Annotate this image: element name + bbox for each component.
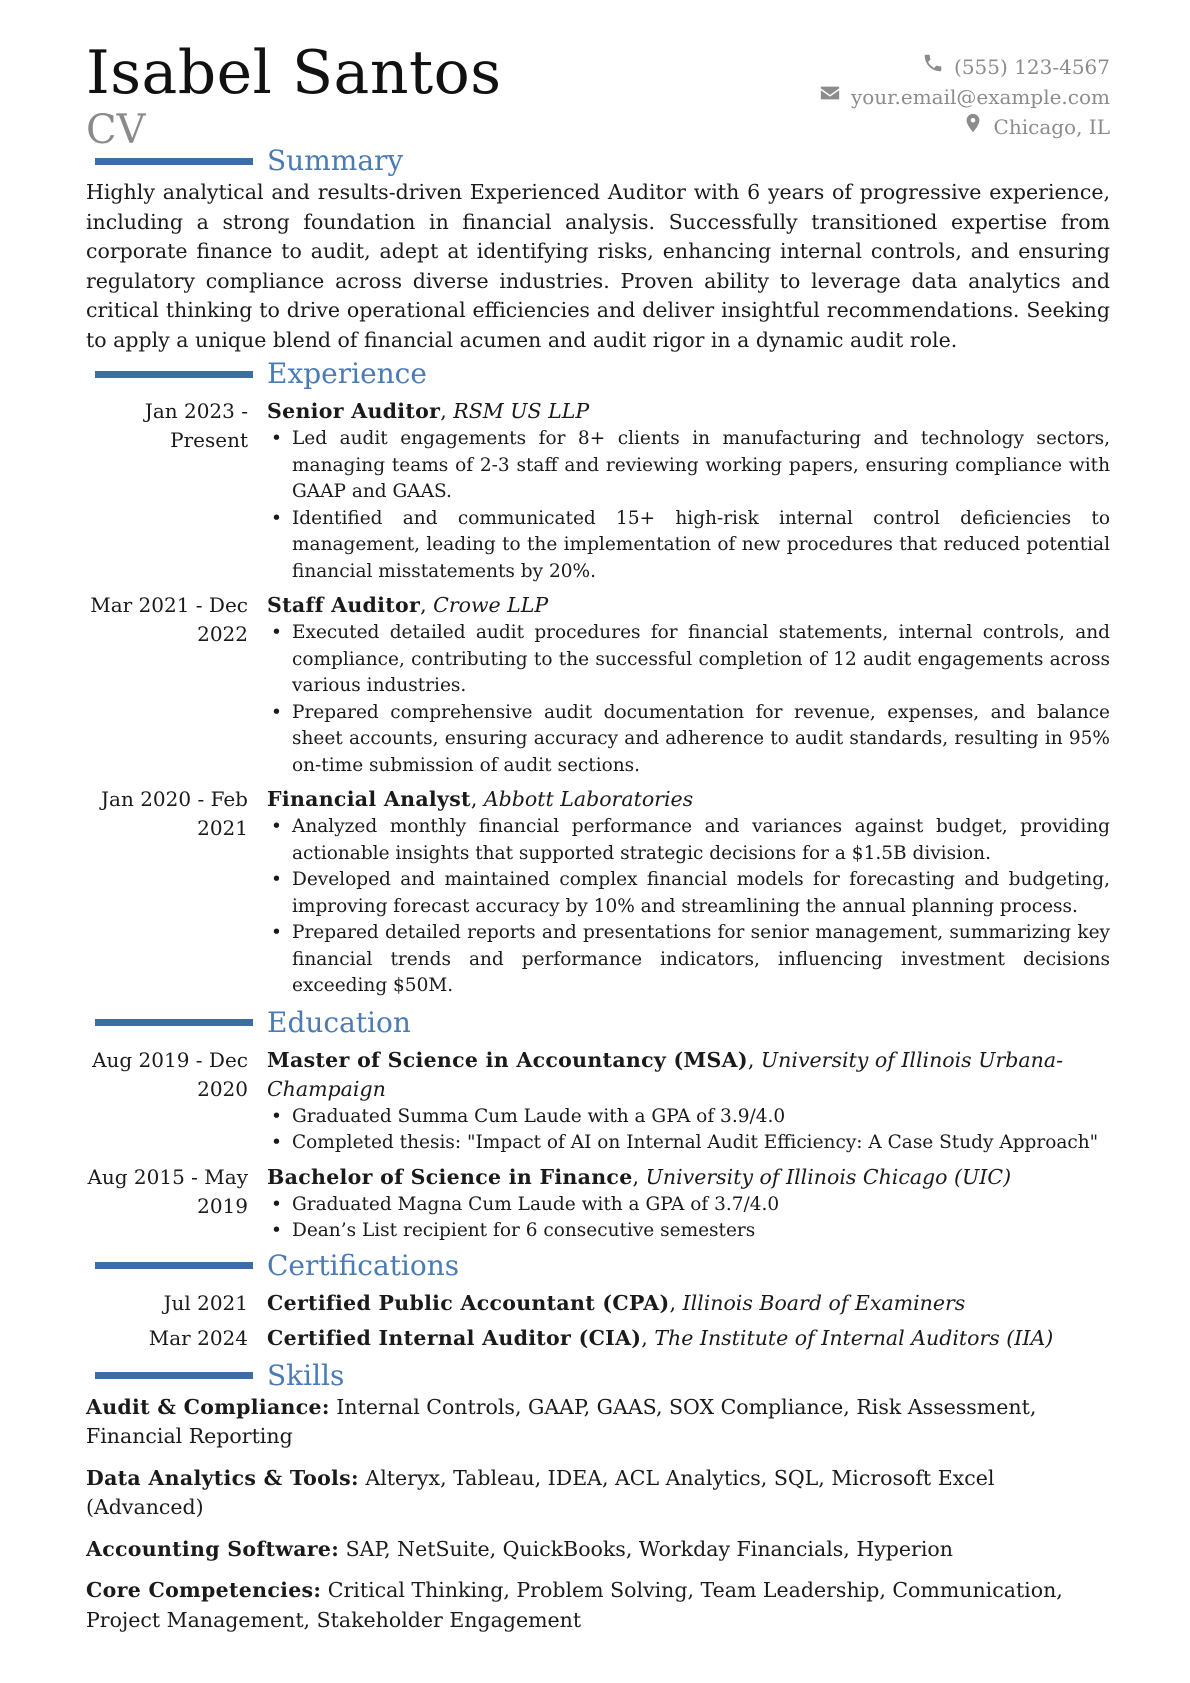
contact-email [819,82,1110,112]
envelope-icon [819,82,841,112]
experience-entry [86,591,1110,779]
entry-bullets [267,1104,1110,1157]
entry-date: Aug 2019 - Dec 2020 [92,1047,248,1101]
entry-title: Bachelor of Science in Finance, University of Illinois Chicago (UIC) [267,1164,1012,1189]
skill-values: Critical Thinking, Problem Solving, Team Leadership, Communication, Project Management, Stakeholder Engagement [86,1578,1063,1632]
skill-group [86,1576,1110,1635]
section-accent-bar [95,371,253,378]
skill-values: Internal Controls, GAAP, GAAS, SOX Compliance, Risk Assessment, Financial Reporting [86,1394,1037,1448]
bullet-item: • Prepared detailed reports and presentations for senior management, summarizing key financial trends and performance indicators, influencing investment decisions exceeding $50M. [267,920,1110,1000]
certification-entry: Jul 2021 Certified Public Accountant (CPA), Illinois Board of Examiners [86,1289,1110,1318]
section-heading [86,1249,1110,1283]
entry-date: Jan 2023 - Present [144,399,248,452]
phone-number[interactable]: (555) 123-4567 [954,55,1110,79]
education-section [86,1006,1110,1245]
bullet-item: • Developed and maintained complex financial models for forecasting and budgeting, improving forecast accuracy by 10% and streamlining the annual planning process. [267,867,1110,920]
entry-date: Jan 2020 - Feb 2021 [101,787,248,840]
bullet-item: • Dean’s List recipient for 6 consecutive semesters [267,1218,1110,1245]
contact-info [819,52,1110,142]
section-accent-bar [95,158,253,165]
bullet-item: • Completed thesis: "Impact of AI on Internal Audit Efficiency: A Case Study Approach" [267,1130,1110,1157]
entry-bullets [267,426,1110,585]
degree: Bachelor of Science in Finance [267,1164,633,1189]
job-role: Senior Auditor [267,399,441,423]
experience-entry [86,785,1110,1000]
section-heading [86,1006,1110,1040]
section-title: Summary [267,144,404,177]
entry-title: Financial Analyst, Abbott Laboratories [267,787,694,811]
bullet-item: • Executed detailed audit procedures for financial statements, internal controls, and compliance, contributing to the successful completion of 12 audit engagements across various industries. [267,620,1110,700]
bullet-item: • Identified and communicated 15+ high-risk internal control deficiencies to management, leading to the implementation of new procedures that reduced potential financial misstatements by 20%. [267,506,1110,586]
skill-label: Accounting Software: [86,1536,340,1561]
section-heading [86,357,1110,391]
phone-icon [922,52,944,82]
section-title: Skills [267,1358,345,1392]
education-entry [86,1046,1110,1157]
entry-date: Aug 2015 - May 2019 [87,1164,248,1218]
certification-entry: Mar 2024 Certified Internal Auditor (CIA), The Institute of Internal Auditors (IIA) [86,1324,1110,1353]
skills-section [86,1359,1110,1636]
person-name: Isabel Santos [86,38,502,108]
contact-location [819,112,1110,142]
skill-values: SAP, NetSuite, QuickBooks, Workday Financials, Hyperion [345,1536,953,1561]
school: University of Illinois Urbana-Champaign [267,1047,1063,1101]
summary-section [86,144,1110,355]
skill-label: Core Competencies: [86,1578,322,1602]
bullet-item: • Analyzed monthly financial performance and variances against budget, providing actionable insights that supported strategic decisions for a $1.5B division. [267,814,1110,867]
degree: Master of Science in Accountancy (MSA) [267,1047,748,1072]
resume-page [86,38,1110,1647]
job-role: Staff Auditor [267,593,421,617]
certification-issuer: The Institute of Internal Auditors (IIA) [654,1325,1054,1350]
employer: Abbott Laboratories [483,787,694,811]
section-accent-bar [95,1372,253,1379]
skill-label: Audit & Compliance: [86,1394,330,1419]
section-title: Experience [267,357,427,390]
entry-date: Mar 2021 - Dec 2022 [90,593,248,646]
certification-name: Certified Public Accountant (CPA) [267,1290,670,1315]
resume-header [86,38,1110,158]
experience-section [86,357,1110,1000]
skill-label: Data Analytics & Tools: [86,1465,359,1490]
employer: Crowe LLP [433,593,549,617]
section-heading [86,1359,1110,1393]
contact-phone [819,52,1110,82]
entry-date: Jul 2021 [163,1290,248,1315]
education-entry [86,1163,1110,1245]
skill-group [86,1535,1110,1565]
certification-name: Certified Internal Auditor (CIA) [267,1325,642,1350]
entry-date: Mar 2024 [148,1325,248,1350]
section-accent-bar [95,1262,253,1269]
section-title: Certifications [267,1248,460,1282]
job-role: Financial Analyst [267,787,471,811]
entry-title: Senior Auditor, RSM US LLP [267,399,590,423]
school: University of Illinois Chicago (UIC) [645,1164,1012,1189]
entry-bullets [267,814,1110,1000]
skill-group [86,1393,1110,1452]
document-subtitle: CV [86,107,146,153]
email-address[interactable]: your.email@example.com [850,85,1110,109]
entry-title: Master of Science in Accountancy (MSA), University of Illinois Urbana-Champaign [267,1047,1063,1101]
entry-title: Staff Auditor, Crowe LLP [267,593,549,617]
employer: RSM US LLP [453,399,590,423]
location-text: Chicago, IL [993,115,1110,139]
section-title: Education [267,1005,411,1039]
certification-issuer: Illinois Board of Examiners [682,1290,966,1315]
bullet-item: • Led audit engagements for 8+ clients in manufacturing and technology sectors, managing teams of 2-3 staff and reviewing working papers, ensuring compliance with GAAP and GAAS. [267,426,1110,506]
skill-values: Alteryx, Tableau, IDEA, ACL Analytics, SQL, Microsoft Excel (Advanced) [86,1465,995,1519]
entry-bullets [267,620,1110,779]
map-pin-icon [962,112,984,142]
bullet-item: • Prepared comprehensive audit documentation for revenue, expenses, and balance sheet accounts, ensuring accuracy and adherence to audit standards, resulting in 95% on-time submission of audit sections. [267,700,1110,780]
section-accent-bar [95,1019,253,1026]
section-heading [86,144,1110,178]
certifications-section [86,1249,1110,1353]
entry-bullets [267,1192,1110,1245]
bullet-item: • Graduated Summa Cum Laude with a GPA of 3.9/4.0 [267,1104,1110,1131]
experience-entry [86,397,1110,585]
bullet-item: • Graduated Magna Cum Laude with a GPA of 3.7/4.0 [267,1192,1110,1219]
skill-group [86,1464,1110,1523]
summary-text: Highly analytical and results-driven Experienced Auditor with 6 years of progressive experience, including a strong foundation in financial analysis. Successfully transitioned expertise from corporate finance to audit, adept at identifying risks, enhancing internal controls, and ensuring regulatory compliance across diverse industries. Proven ability to leverage data analytics and critical thinking to drive operational efficiencies and deliver insightful recommendations. Seeking to apply a unique blend of financial acumen and audit rigor in a dynamic audit role. [86,180,1110,352]
